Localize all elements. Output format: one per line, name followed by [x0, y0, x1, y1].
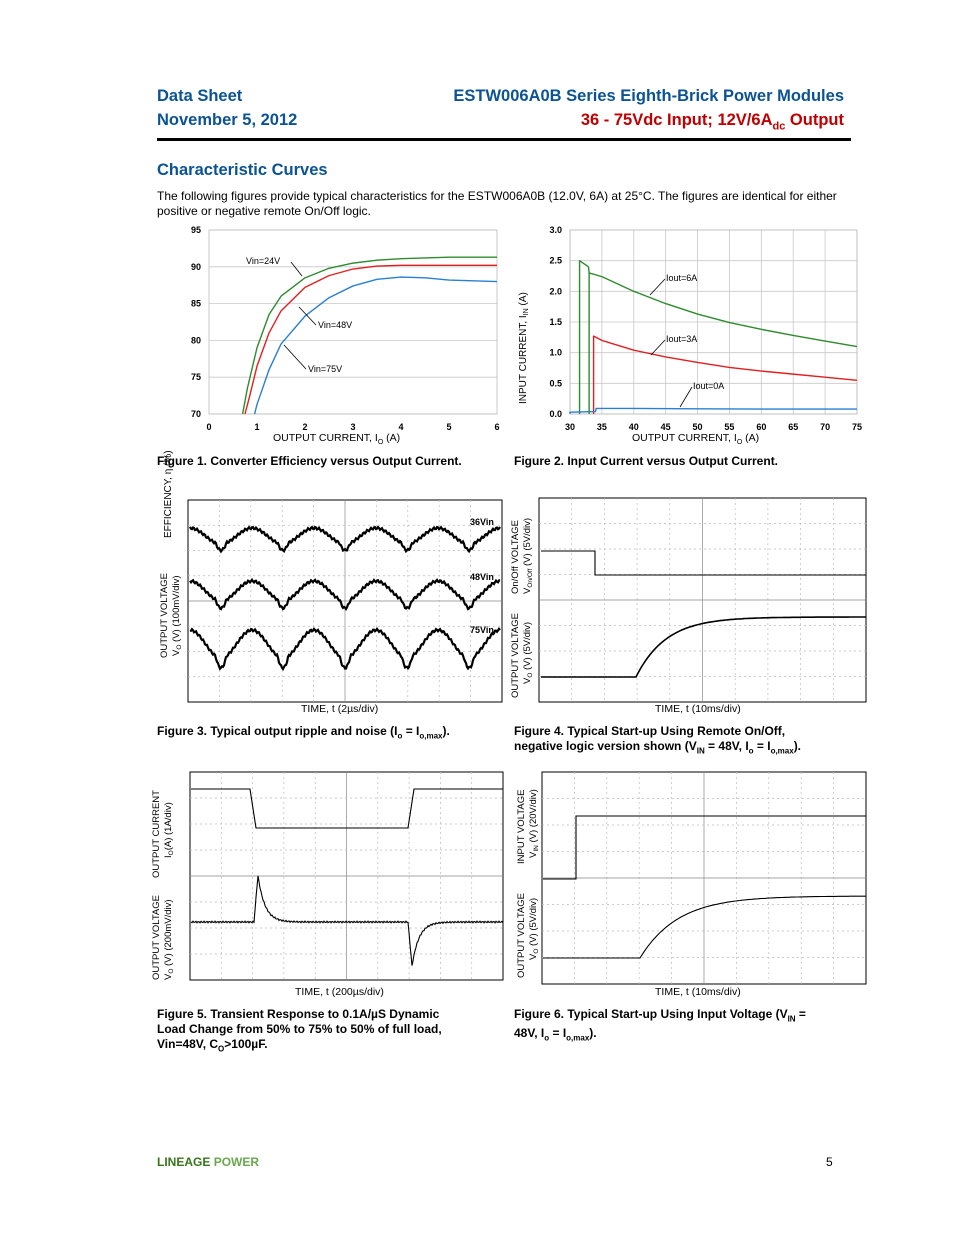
fig2-xlabel: OUTPUT CURRENT, $I_O$ (A) [632, 432, 760, 447]
xtick-label: 55 [724, 422, 735, 432]
fig1-series [243, 257, 497, 414]
anno-vin24: Vin=24V [246, 256, 281, 266]
xtick-label: 65 [788, 422, 799, 432]
xtick-label: 60 [756, 422, 767, 432]
fig3-xlabel: TIME, t (2µs/div) [301, 703, 379, 715]
ytick-label: 85 [190, 298, 201, 309]
fig1-caption: Figure 1. Converter Efficiency versus Output Current. [157, 454, 462, 468]
figure-4-remote-startup-scope [508, 498, 868, 718]
series-line [245, 265, 497, 414]
section-title: Characteristic Curves [157, 161, 328, 179]
fig3-caption: Figure 3. Typical output ripple and noise $(I_o = I_{o,max})$. [157, 724, 450, 741]
fig5-ylabel-bot1: OUTPUT VOLTAGE [151, 895, 162, 980]
figure-6-input-startup-scope [508, 772, 868, 998]
anno-iout3: Iout=3A [666, 334, 698, 344]
doc-date: November 5, 2012 [157, 111, 298, 129]
fig4-xlabel: TIME, t (10ms/div) [655, 703, 741, 715]
fig6-ylabel-bot1: OUTPUT VOLTAGE [516, 893, 527, 978]
series-line [594, 336, 857, 414]
remote-startup-scope-svg [508, 498, 868, 718]
fig4-ylabel-top1: On/Off VOLTAGE [510, 520, 521, 594]
fig4-ylabel-top2: $V_{On/Off}$ (V) (5V/div) [522, 517, 534, 594]
ytick-label: 0.5 [549, 378, 562, 389]
anno-arrow-6a [650, 279, 665, 295]
anno-vin75: Vin=75V [308, 364, 343, 374]
figure-2-input-current-chart [512, 222, 872, 452]
anno-36vin: 36Vin [470, 517, 494, 527]
transient-scope-svg [150, 772, 510, 994]
xtick-label: 6 [494, 422, 500, 432]
ytick-label: 75 [190, 372, 201, 383]
anno-iout0: Iout=0A [693, 381, 725, 391]
xtick-label: 1 [254, 422, 260, 432]
series-line [570, 408, 857, 414]
ytick-label: 2.0 [549, 286, 562, 297]
intro-paragraph: The following figures provide typical characteristics for the ESTW006A0B (12.0V, 6A) at 25°C. The figures are identical for either positive or negative remote On/Off logic. [157, 189, 837, 218]
fig6-xlabel: TIME, t (10ms/div) [655, 986, 741, 998]
xtick-label: 45 [660, 422, 671, 432]
fig4-caption [514, 724, 854, 758]
fig6-ylabel-top2: $V_{IN}$ (V) (20V/div) [528, 789, 540, 858]
figure-5-transient-scope [150, 772, 510, 998]
fig3-ylabel1: OUTPUT VOLTAGE [159, 573, 170, 658]
fig4-caption-line1: Figure 4. Typical Start-up Using Remote On/Off, [514, 724, 786, 738]
xtick-label: 3 [350, 422, 356, 432]
ytick-label: 2.5 [549, 255, 562, 266]
fig2-ylabel: INPUT CURRENT, $I_{IN}$ (A) [518, 292, 530, 404]
ytick-label: 90 [190, 261, 201, 272]
ytick-label: 80 [190, 335, 201, 346]
footer-brand [157, 1155, 259, 1169]
input-startup-scope-svg [508, 772, 868, 994]
fig4-caption-line2: negative logic version shown ($V_{IN} = 48V$, $I_o = I_{o,max}$). [514, 739, 802, 756]
ytick-label: 95 [190, 225, 201, 235]
doc-type: Data Sheet [157, 87, 243, 105]
ytick-label: 1.0 [549, 347, 562, 358]
fig2-ticks [549, 225, 862, 432]
ytick-label: 1.5 [549, 317, 562, 327]
fig1-xlabel: OUTPUT CURRENT, $I_O$ (A) [273, 432, 401, 447]
fig5-caption [157, 1007, 487, 1056]
fig4-ylabel-bot1: OUTPUT VOLTAGE [510, 613, 521, 698]
series-line [255, 277, 497, 414]
input-current-chart-svg [512, 222, 872, 452]
header-rule [157, 138, 851, 141]
figure-3-ripple-scope [150, 498, 510, 718]
brand-lineage: LINEAGE [157, 1155, 211, 1169]
xtick-label: 5 [446, 422, 452, 432]
fig3-ylabel2: $V_O$ (V) (100mV/div) [171, 575, 183, 656]
fig6-ylabel-top1: INPUT VOLTAGE [516, 789, 527, 864]
brand-power: POWER [213, 1155, 260, 1169]
ripple-scope-svg [150, 498, 510, 718]
fig6-ylabel-bot2: $V_O$ (V) (5V/div) [528, 897, 540, 960]
fig4-ylabel-bot2: $V_O$ (V) (5V/div) [522, 621, 534, 684]
product-subtitle [581, 111, 844, 132]
ytick-label: 3.0 [549, 225, 562, 235]
fig1-ylabel: EFFICIENCY, η (%) [163, 450, 174, 538]
fig6-caption [514, 1007, 854, 1046]
xtick-label: 40 [628, 422, 639, 432]
series-line [580, 261, 857, 414]
anno-iout6: Iout=6A [666, 273, 698, 283]
fig5-ylabel-top2: $I_O(A)$ (1A/div) [163, 802, 175, 858]
product-title: ESTW006A0B Series Eighth-Brick Power Modules [453, 87, 844, 105]
xtick-label: 75 [851, 422, 863, 432]
subtitle-tail: Output [785, 111, 844, 129]
xtick-label: 35 [596, 422, 607, 432]
fig2-series [570, 261, 857, 414]
subtitle-main: 36 - 75Vdc Input; 12V/6A [580, 111, 773, 129]
subtitle-sub: dc [772, 120, 786, 133]
xtick-label: 70 [820, 422, 831, 432]
xtick-label: 2 [302, 422, 308, 432]
anno-vin48: Vin=48V [318, 320, 353, 330]
fig5-ylabel-bot2: $V_O$ (V) (200mV/div) [163, 899, 175, 980]
page-number: 5 [826, 1155, 833, 1169]
anno-arrow-24 [291, 262, 302, 276]
xtick-label: 50 [692, 422, 703, 432]
fig5-caption-line3: Vin=48V, $C_O>100\mu F$. [157, 1037, 268, 1054]
fig5-ylabel-top1: OUTPUT CURRENT [151, 790, 162, 878]
fig5-caption-line2: Load Change from 50% to 75% to 50% of full load, [157, 1022, 442, 1036]
anno-48vin: 48Vin [470, 572, 494, 582]
ytick-label: 0.0 [549, 409, 562, 419]
fig6-caption-line2: 48V, $I_o = I_{o,max}$). [514, 1026, 597, 1043]
xtick-label: 4 [398, 422, 404, 432]
ytick-label: 70 [190, 409, 201, 419]
fig2-caption: Figure 2. Input Current versus Output Current. [514, 454, 779, 468]
fig5-xlabel: TIME, t (200µs/div) [295, 986, 384, 998]
xtick-label: 0 [206, 422, 212, 432]
fig5-caption-line1: Figure 5. Transient Response to 0.1A/µS Dynamic [157, 1007, 440, 1021]
fig6-caption-line1: Figure 6. Typical Start-up Using Input Voltage ($V_{IN}$ = [514, 1007, 806, 1024]
xtick-label: 30 [564, 422, 576, 432]
anno-75vin: 75Vin [470, 625, 494, 635]
anno-arrow-0a [680, 387, 692, 407]
anno-arrow-75 [284, 345, 306, 369]
